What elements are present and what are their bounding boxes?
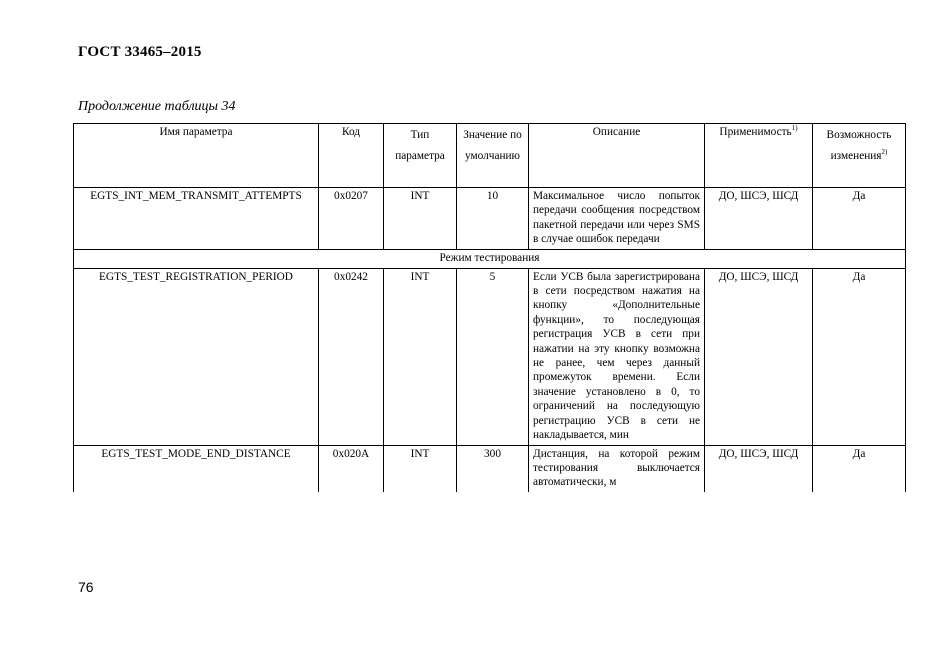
header-name: Имя параметра <box>74 124 319 188</box>
cell-code: 0x0242 <box>319 268 384 445</box>
table-header-row <box>74 124 906 188</box>
table-caption: Продолжение таблицы 34 <box>78 99 236 114</box>
header-default: Значение по умолчанию <box>457 124 529 188</box>
cell-changeable: Да <box>813 445 906 492</box>
cell-name: EGTS_INT_MEM_TRANSMIT_ATTEMPTS <box>74 188 319 250</box>
cell-code: 0x0207 <box>319 188 384 250</box>
header-code: Код <box>319 124 384 188</box>
page-number: 76 <box>78 579 94 595</box>
cell-changeable: Да <box>813 268 906 445</box>
cell-applicability: ДО, ШСЭ, ШСД <box>705 268 813 445</box>
cell-code: 0x020A <box>319 445 384 492</box>
table-row <box>74 268 906 445</box>
table-row <box>74 188 906 250</box>
cell-type: INT <box>384 268 457 445</box>
cell-description: Максимальное число попыток передачи сообщения посредством пакетной передачи или через SMS в случае ошибок передачи <box>529 188 705 250</box>
parameters-table <box>73 123 906 492</box>
header-changeable: Возможность изменения$^{2)}$ <box>813 124 906 188</box>
section-label: Режим тестирования <box>74 249 906 268</box>
cell-default: 300 <box>457 445 529 492</box>
cell-description: Дистанция, на которой режим тестирования выключается автоматически, м <box>529 445 705 492</box>
cell-name: EGTS_TEST_REGISTRATION_PERIOD <box>74 268 319 445</box>
header-description: Описание <box>529 124 705 188</box>
section-row <box>74 249 906 268</box>
cell-default: 10 <box>457 188 529 250</box>
header-applicability: Применимость$^{1)}$ <box>705 124 813 188</box>
footnote-2: 2) <box>881 148 888 157</box>
cell-changeable: Да <box>813 188 906 250</box>
table-row <box>74 445 906 492</box>
header-type: Тип параметра <box>384 124 457 188</box>
document-title: ГОСТ 33465–2015 <box>78 44 202 60</box>
footnote-1: 1) <box>791 124 798 133</box>
cell-type: INT <box>384 445 457 492</box>
cell-applicability: ДО, ШСЭ, ШСД <box>705 188 813 250</box>
cell-description: Если УСВ была зарегистрирована в сети посредством нажатия на кнопку «Дополнительные функции», то последующая регистрация УСВ в сети при нажатии на эту кнопку возможна не ранее, чем через данный промежуток времени. Если значение установлено в 0, то ограничений на последующую регистрацию УСВ в сети не накладывается, мин <box>529 268 705 445</box>
cell-type: INT <box>384 188 457 250</box>
cell-applicability: ДО, ШСЭ, ШСД <box>705 445 813 492</box>
cell-default: 5 <box>457 268 529 445</box>
cell-name: EGTS_TEST_MODE_END_DISTANCE <box>74 445 319 492</box>
